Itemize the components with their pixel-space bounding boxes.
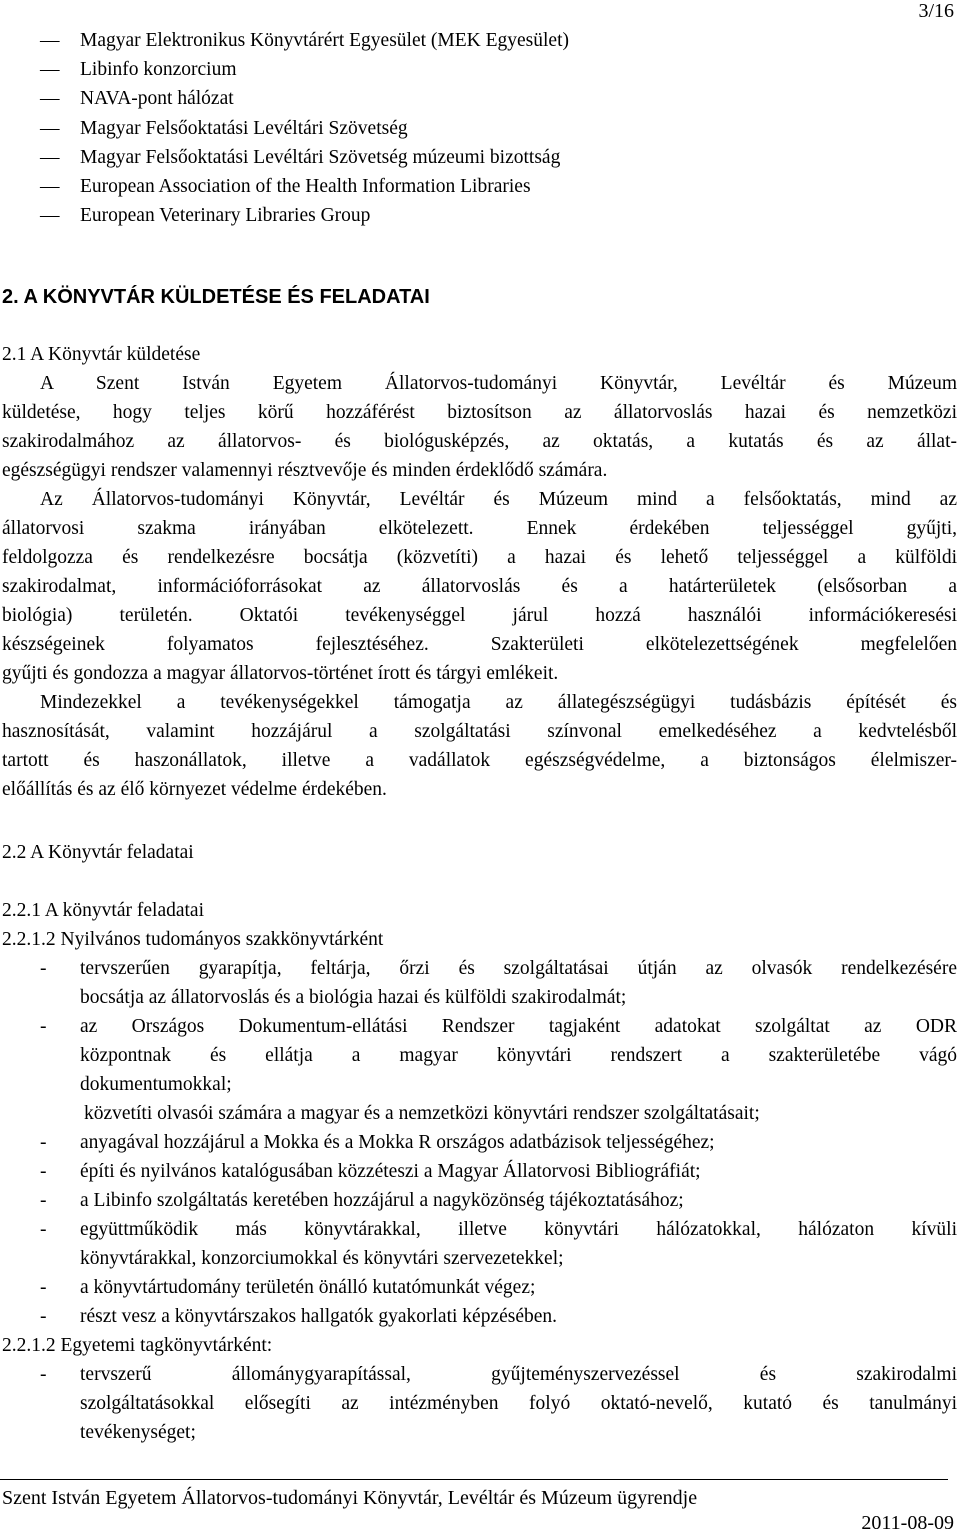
bullet-continuation: bocsátja az állatorvoslás és a biológia hazai és külföldi szakirodalmát;: [80, 987, 627, 1008]
list-item: — Magyar Elektronikus Könyvtárért Egyesület (MEK Egyesület): [40, 30, 569, 51]
list-item: — European Association of the Health Information Libraries: [40, 175, 531, 197]
paragraph-line: Az Állatorvos-tudományi Könyvtár, Levéltár és Múzeum mind a felsőoktatás, mind az: [40, 489, 957, 510]
paragraph-line: hasznosítását, valamint hozzájárul a szolgáltatási színvonal emelkedéséhez a kedvtelésből: [2, 721, 957, 742]
bullet-continuation: dokumentumokkal;: [80, 1074, 232, 1095]
subsection-heading: 2.2.1.2 Egyetemi tagkönyvtárként:: [2, 1335, 273, 1356]
paragraph-line: küldetése, hogy teljes körű hozzáférést biztosítson az állatorvoslás hazai és nemzetközi: [2, 402, 957, 423]
subsection-heading: 2.2 A Könyvtár feladatai: [2, 842, 194, 863]
bullet-continuation: könyvtárakkal, konzorciumokkal és könyvtári szervezetekkel;: [80, 1248, 564, 1269]
list-item: — European Veterinary Libraries Group: [40, 205, 371, 227]
subsection-heading: 2.2.1.2 Nyilvános tudományos szakkönyvtárként: [2, 929, 384, 950]
bullet-line: - együttműködik más könyvtárakkal, illetve könyvtári hálózatokkal, hálózaton kívüli: [40, 1219, 957, 1240]
paragraph-line: szakirodalmat, információforrásokat az állatorvoslás és a határterületek (elsősorban a: [2, 576, 957, 597]
bullet-line: - a Libinfo szolgáltatás keretében hozzájárul a nagyközönség tájékoztatásához;: [40, 1190, 684, 1211]
footer-date: 2011-08-09: [861, 1512, 954, 1534]
paragraph-line: tartott és haszonállatok, illetve a vadállatok egészségvédelme, a biztonságos élelmiszer-: [2, 750, 957, 771]
paragraph-line: állatorvosi szakma irányában elkötelezett. Ennek érdekében teljességgel gyűjti,: [2, 518, 957, 539]
paragraph-line: feldolgozza és rendelkezésre bocsátja (közvetíti) a hazai és lehető teljességgel a külföldi: [2, 547, 957, 568]
paragraph-line: biológia) területén. Oktatói tevékenységgel járul hozzá használói információkeresési: [2, 605, 957, 626]
paragraph-line: készségeinek folyamatos fejlesztéséhez. Szakterületi elkötelezettségének megfelelően: [2, 634, 957, 655]
bullet-continuation: közvetíti olvasói számára a magyar és a nemzetközi könyvtári rendszer szolgáltatásait;: [84, 1103, 760, 1124]
bullet-line: - az Országos Dokumentum-ellátási Rendszer tagjaként adatokat szolgáltat az ODR: [40, 1016, 957, 1037]
paragraph-line: szakirodalmához az állatorvos- és biológusképzés, az oktatás, a kutatás és az állat-: [2, 431, 957, 452]
subsection-heading: 2.1 A Könyvtár küldetése: [2, 344, 201, 365]
list-item: — NAVA-pont hálózat: [40, 88, 234, 110]
subsection-heading: 2.2.1 A könyvtár feladatai: [2, 900, 204, 921]
bullet-line: - tervszerű állománygyarapítással, gyűjteményszervezéssel és szakirodalmi: [40, 1364, 957, 1385]
list-item: — Magyar Felsőoktatási Levéltári Szövetség: [40, 117, 408, 139]
bullet-line: - anyagával hozzájárul a Mokka és a Mokka R országos adatbázisok teljességéhez;: [40, 1132, 715, 1153]
bullet-continuation: szolgáltatásokkal elősegíti az intézményben folyó oktató-nevelő, kutató és tanulmányi: [80, 1393, 957, 1414]
membership-list: [40, 26, 569, 230]
bullet-line: - a könyvtártudomány területén önálló kutatómunkát végez;: [40, 1277, 536, 1298]
paragraph-line: gyűjti és gondozza a magyar állatorvos-történet írott és tárgyi emlékeit.: [2, 663, 559, 684]
paragraph-line: egészségügyi rendszer valamennyi résztvevője és minden érdeklődő számára.: [2, 460, 608, 481]
section-title: 2. A KÖNYVTÁR KÜLDETÉSE ÉS FELADATAI: [2, 286, 430, 308]
list-item: — Magyar Felsőoktatási Levéltári Szövetség múzeumi bizottság: [40, 146, 561, 168]
tasks-section: [2, 896, 957, 1447]
paragraph-line: Mindezekkel a tevékenységekkel támogatja az állategészségügyi tudásbázis építését és: [40, 692, 957, 713]
paragraph-line: A Szent István Egyetem Állatorvos-tudományi Könyvtár, Levéltár és Múzeum: [40, 373, 957, 394]
footer-rule: [0, 1479, 948, 1480]
bullet-line: - tervszerűen gyarapítja, feltárja, őrzi és szolgáltatásai útján az olvasók rendelkezésére: [40, 958, 957, 979]
tasks-heading-block: [2, 838, 957, 867]
footer-text: Szent István Egyetem Állatorvos-tudományi Könyvtár, Levéltár és Múzeum ügyrendje: [2, 1487, 698, 1509]
mission-section: [2, 340, 957, 804]
paragraph-line: előállítás és az élő környezet védelme érdekében.: [2, 779, 387, 800]
bullet-continuation: tevékenységet;: [80, 1422, 196, 1443]
bullet-line: - részt vesz a könyvtárszakos hallgatók gyakorlati képzésében.: [40, 1306, 558, 1327]
list-item: — Libinfo konzorcium: [40, 59, 237, 81]
bullet-line: - építi és nyilvános katalógusában közzéteszi a Magyar Állatorvosi Bibliográfiát;: [40, 1161, 701, 1182]
page-number: 3/16: [918, 0, 954, 22]
bullet-continuation: központnak és ellátja a magyar könyvtári rendszert a szakterületébe vágó: [80, 1045, 957, 1066]
